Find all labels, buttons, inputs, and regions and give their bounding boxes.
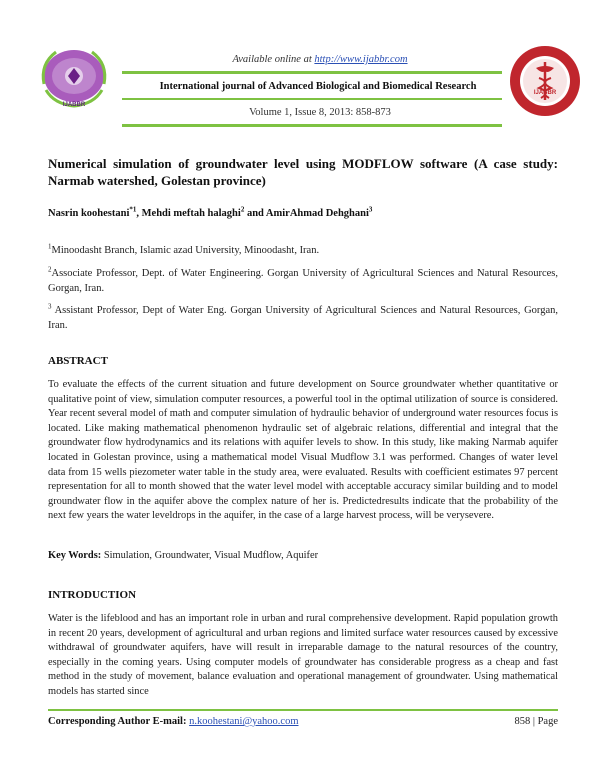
abstract-heading: ABSTRACT <box>48 355 108 367</box>
affiliation-number: 1 <box>48 242 52 251</box>
corresponding-author <box>48 716 299 727</box>
logo-left-text: IJABBR <box>62 102 86 108</box>
logo-right-text: IJABBR <box>533 90 557 96</box>
affiliation-number: 3 <box>48 302 52 311</box>
page-word: Page <box>537 716 558 727</box>
author-list <box>48 205 558 219</box>
journal-url-link[interactable]: http://www.ijabbr.com <box>314 54 408 65</box>
footer-rule <box>48 709 558 711</box>
abstract-text: To evaluate the effects of the current situation and future development on Source groundwater whether quantitative or qualitative point of view, simulation computer resources, a powerful tool in the optimal utilization of source is considered. Year recent several model of math and computer simulation of hydraulic behavior of underground water resources focus is located. Like making mathematical phenomenon hydraulic set of algebraic relations, differential and integral that the groundwater flow hydrodynamics and its relations with aquifer levels to show. In this study, like making Narmab aquifer located in Golestan province, using a mathematical model Visual Mudflow 3.1 was performed. Changes of water level data from 15 wells piezometer water table in the study area, were evaluated. Results with coefficient estimates 97 percent representation for all to month showed that the water level model with acceptable accuracy similar building and to model groundwater flow in the aquifer above the complex nature of her is. Predictedresults indicate that the probability of the next few years the water leveldrops in the aquifer, in the case of a large harvest process, will be verysevere. <box>48 379 558 522</box>
introduction-heading: INTRODUCTION <box>48 589 137 601</box>
author-name: AmirAhmad Dehghani <box>265 208 369 219</box>
affiliation <box>48 266 558 296</box>
affiliation-text: Assistant Professor, Dept of Water Eng. Gorgan University of Agricultural Sciences and Natural Resources, Gorgan, Iran. <box>48 305 558 331</box>
page-number <box>460 716 558 727</box>
author-affiliation-mark: 2 <box>240 205 245 214</box>
availability-prefix: Available online at <box>232 54 315 65</box>
author-affiliation-mark: 3 <box>368 205 373 214</box>
corresponding-author-label: Corresponding Author E-mail: <box>48 716 187 727</box>
article-title: Numerical simulation of groundwater level using MODFLOW software (A case study: Narmab watershed, Golestan province) <box>48 156 558 188</box>
journal-logo-left <box>34 44 114 116</box>
author-name: Nasrin koohestani <box>48 208 130 219</box>
keywords-label: Key Words: <box>48 550 102 561</box>
caduceus-seal-icon <box>508 44 582 118</box>
author-separator: and <box>244 208 266 219</box>
affiliation-text: Associate Professor, Dept. of Water Engineering. Gorgan University of Agricultural Sciences and Natural Resources, Gorgan, Iran. <box>48 268 558 294</box>
keywords-text: Simulation, Groundwater, Visual Mudflow, Aquifer <box>101 550 319 561</box>
author-separator: , <box>136 208 142 219</box>
journal-logo-right <box>508 44 582 118</box>
affiliation <box>48 303 558 333</box>
page-number-value: 858 <box>514 716 531 727</box>
affiliation <box>48 243 558 258</box>
author-email-link[interactable]: n.koohestani@yahoo.com <box>189 716 299 727</box>
affiliation-text: Minoodasht Branch, Islamic azad University, Minoodasht, Iran. <box>51 245 320 256</box>
keywords-line <box>48 550 558 561</box>
page-separator: | <box>532 716 535 727</box>
author-affiliation-mark: *1 <box>129 205 137 214</box>
volume-issue: Volume 1, Issue 8, 2013: 858-873 <box>249 107 391 118</box>
journal-name: International journal of Advanced Biological and Biomedical Research <box>159 81 477 92</box>
header-rule-bottom <box>122 124 502 127</box>
introduction-text: Water is the lifeblood and has an important role in urban and rural comprehensive development. Rapid population growth in recent 20 years, development of agricultural and urban regions and limited surface water resources caused by excessive withdrawal of groundwater aquifers, have will result in irreparable damage to the natural resources of the country, especially in the coming years. Using computer models of groundwater has considerable progress as a cheap and fast method in the study of movement, balance evaluation and operational management of groundwater. Using mathematical models has started since <box>48 613 558 697</box>
header-rule-middle <box>122 98 502 100</box>
affiliation-number: 2 <box>48 265 52 274</box>
header-rule-top <box>122 71 502 74</box>
availability-line <box>130 54 510 65</box>
author-name: Mehdi meftah halaghi <box>141 208 241 219</box>
